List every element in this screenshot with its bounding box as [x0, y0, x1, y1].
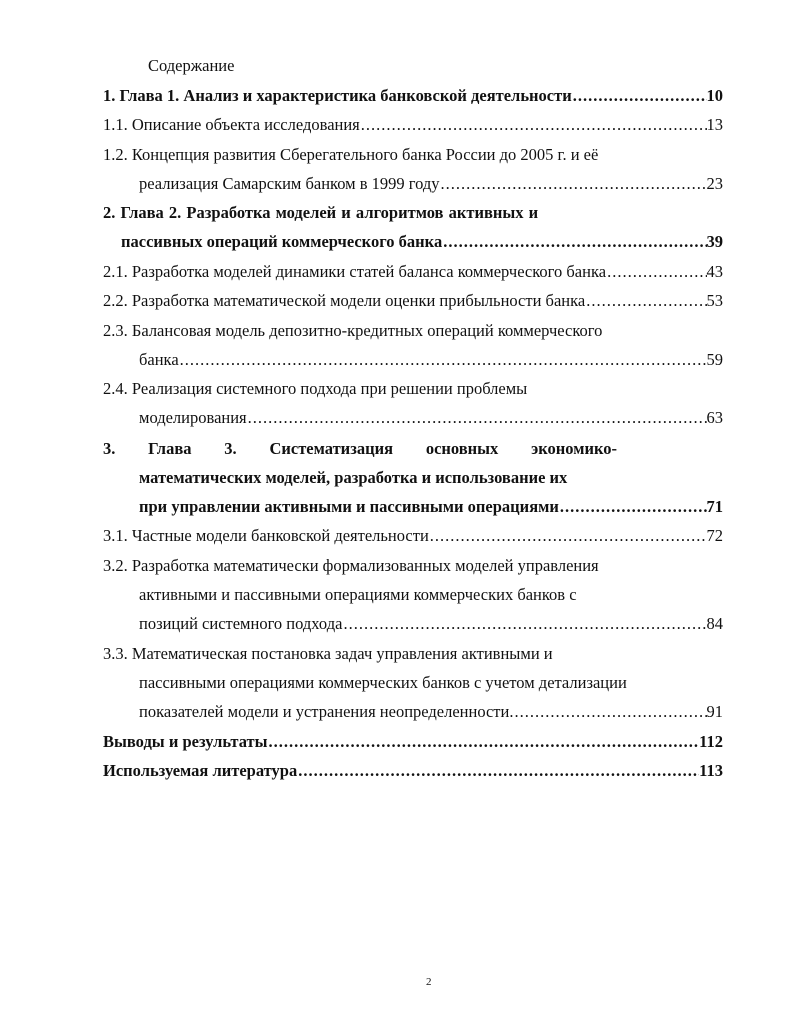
toc-entry-chapter-2-line-1[interactable]: 2. Глава 2. Разработка моделей и алгоритмов активных и [103, 203, 539, 222]
toc-entry-2-4[interactable] [139, 407, 723, 429]
toc-entry-3-1[interactable] [103, 525, 723, 547]
toc-page-number: 113 [699, 761, 723, 780]
toc-entry-text: 2.1. Разработка моделей динамики статей баланса коммерческого банка [103, 262, 607, 281]
leader-dots [360, 114, 707, 136]
leader-dots [342, 613, 706, 635]
ch3-word: основных [425, 439, 499, 458]
toc-entry-3-3-line-2[interactable]: пассивными операциями коммерческих банков с учетом детализации [139, 673, 627, 692]
toc-entry-references[interactable] [103, 760, 723, 782]
toc-entry-text: 3.1. Частные модели банковской деятельности [103, 526, 429, 545]
leader-dots [179, 349, 707, 371]
toc-entry-chapter-3-line-2[interactable]: математических моделей, разработка и использование их [139, 468, 568, 487]
ch3-word: экономико- [531, 439, 617, 458]
leader-dots [440, 173, 707, 195]
toc-entry-2-2[interactable] [103, 290, 723, 312]
toc-page-number: 91 [706, 702, 723, 721]
leader-dots [268, 731, 700, 753]
toc-title: Содержание [148, 56, 235, 75]
toc-entry-text: при управлении активными и пассивными операциями [139, 497, 559, 516]
toc-entry-chapter-3-line-1[interactable] [103, 438, 617, 460]
toc-entry-text: показателей модели и устранения неопределенности. [139, 702, 514, 721]
leader-dots [572, 85, 707, 107]
toc-entry-2-4-line-1[interactable]: 2.4. Реализация системного подхода при решении проблемы [103, 379, 528, 398]
toc-page-number: 84 [706, 614, 723, 633]
toc-entry-text: 1.1. Описание объекта исследования [103, 115, 360, 134]
leader-dots [297, 760, 699, 782]
toc-page-number: 63 [706, 408, 723, 427]
toc-entry-2-1[interactable] [103, 261, 723, 283]
toc-entry-1-2-line-1[interactable]: 1.2. Концепция развития Сберегательного банка России до 2005 г. и её [103, 145, 599, 164]
ch3-word: 3. [103, 439, 116, 458]
toc-entry-chapter-3[interactable] [139, 496, 723, 518]
toc-entry-text: пассивных операций коммерческого банка [121, 232, 443, 251]
leader-dots [606, 261, 706, 283]
toc-page-number: 71 [706, 497, 723, 516]
toc-entry-text: 2.2. Разработка математической модели оценки прибыльности банка [103, 291, 586, 310]
toc-page-number: 13 [706, 115, 723, 134]
ch3-word: Систематизация [269, 439, 394, 458]
leader-dots [429, 525, 707, 547]
toc-entry-text: реализация Самарским банком в 1999 году [139, 174, 440, 193]
toc-entry-chapter-2[interactable] [121, 231, 723, 253]
toc-entry-2-3-line-1[interactable]: 2.3. Балансовая модель депозитно-кредитных операций коммерческого [103, 321, 603, 340]
toc-entry-1-2[interactable] [139, 173, 723, 195]
leader-dots [559, 496, 707, 518]
toc-page-number: 112 [699, 732, 723, 751]
toc-entry-text: Используемая литература [103, 761, 298, 780]
toc-page-number: 53 [706, 291, 723, 310]
toc-entry-text: моделирования [139, 408, 247, 427]
toc-entry-3-2-line-2[interactable]: активными и пассивными операциями коммерческих банков с [139, 585, 577, 604]
leader-dots [442, 231, 706, 253]
leader-dots [585, 290, 706, 312]
toc-page-number: 59 [706, 350, 723, 369]
toc-page-number: 72 [706, 526, 723, 545]
toc-entry-text: банка [139, 350, 179, 369]
toc-entry-1-1[interactable] [103, 114, 723, 136]
toc-page-number: 39 [706, 232, 723, 251]
page-number: 2 [426, 976, 432, 988]
toc-entry-3-3[interactable] [139, 701, 723, 723]
toc-entry-3-3-line-1[interactable]: 3.3. Математическая постановка задач управления активными и [103, 644, 553, 663]
toc-entry-2-3[interactable] [139, 349, 723, 371]
ch3-word: 3. [224, 439, 237, 458]
toc-page-number: 10 [706, 86, 723, 105]
toc-page-number: 23 [706, 174, 723, 193]
toc-entry-text: Выводы и результаты [103, 732, 268, 751]
leader-dots [247, 407, 707, 429]
toc-page-number: 43 [706, 262, 723, 281]
toc-entry-conclusions[interactable] [103, 731, 723, 753]
leader-dots [513, 701, 706, 723]
toc-entry-3-2-line-1[interactable]: 3.2. Разработка математически формализованных моделей управления [103, 556, 599, 575]
toc-entry-text: 1. Глава 1. Анализ и характеристика банковской деятельности [103, 86, 572, 105]
toc-entry-3-2[interactable] [139, 613, 723, 635]
ch3-word: Глава [148, 439, 192, 458]
toc-entry-chapter-1[interactable] [103, 85, 723, 107]
toc-entry-text: позиций системного подхода [139, 614, 343, 633]
